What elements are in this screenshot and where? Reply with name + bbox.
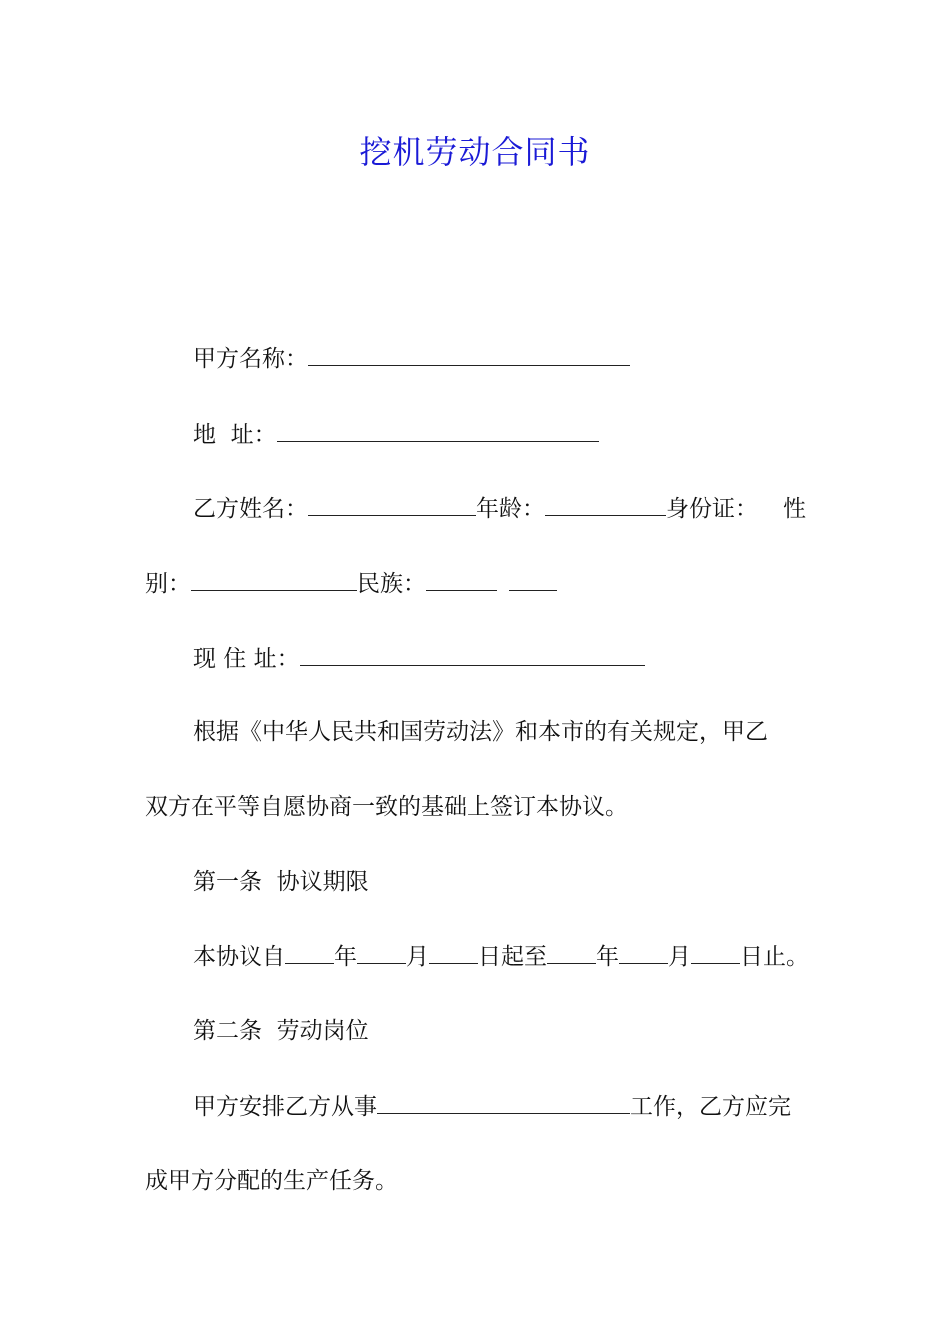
ethnicity-label: 民族：	[357, 571, 426, 597]
ethnicity-blank-extra	[509, 568, 557, 591]
age-label: 年龄：	[476, 496, 545, 522]
address-blank	[277, 419, 599, 442]
party-b-name-blank	[308, 493, 476, 516]
article-2-heading: 第二条 劳动岗位	[193, 1018, 369, 1044]
end-month-blank	[619, 941, 668, 964]
gender-label-start: 性	[783, 496, 806, 522]
party-b-name-label: 乙方姓名：	[193, 496, 308, 522]
current-address-blank	[300, 643, 645, 666]
document-title: 挖机劳动合同书	[359, 133, 591, 171]
gender-label-end: 别：	[145, 571, 191, 597]
start-day-label: 日起至	[478, 944, 547, 970]
party-b-info-left	[193, 492, 758, 526]
start-year-label: 年	[334, 944, 357, 970]
party-b-info-row	[193, 492, 806, 526]
age-blank	[545, 493, 666, 516]
intro-paragraph-line2: 双方在平等自愿协商一致的基础上签订本协议。	[145, 794, 628, 820]
end-year-label: 年	[596, 944, 619, 970]
party-a-name-blank	[308, 343, 630, 366]
ethnicity-blank	[426, 568, 497, 591]
current-address-row	[193, 642, 645, 676]
start-day-blank	[429, 941, 478, 964]
current-address-label: 现 住 址：	[193, 646, 300, 672]
job-paragraph-line2: 成甲方分配的生产任务。	[145, 1168, 398, 1194]
end-day-blank	[691, 941, 740, 964]
party-a-name-label: 甲方名称：	[193, 346, 308, 372]
term-row	[193, 940, 809, 974]
start-year-blank	[285, 941, 334, 964]
intro-paragraph-line1: 根据《中华人民共和国劳动法》和本市的有关规定，甲乙	[193, 719, 768, 745]
end-year-blank	[547, 941, 596, 964]
term-prefix: 本协议自	[193, 944, 285, 970]
start-month-blank	[357, 941, 406, 964]
start-month-label: 月	[406, 944, 429, 970]
gender-ethnicity-row	[145, 567, 557, 601]
gender-blank	[191, 568, 357, 591]
job-row	[193, 1090, 791, 1124]
job-prefix: 甲方安排乙方从事	[193, 1094, 377, 1120]
end-month-label: 月	[668, 944, 691, 970]
article-1-heading: 第一条 协议期限	[193, 869, 369, 895]
job-suffix: 工作，乙方应完	[630, 1094, 791, 1120]
address-label: 地 址：	[193, 422, 277, 448]
end-day-label: 日止。	[740, 944, 809, 970]
party-a-name-row	[193, 342, 630, 376]
address-row	[193, 418, 599, 452]
id-label: 身份证：	[666, 496, 758, 522]
job-blank	[377, 1091, 630, 1114]
